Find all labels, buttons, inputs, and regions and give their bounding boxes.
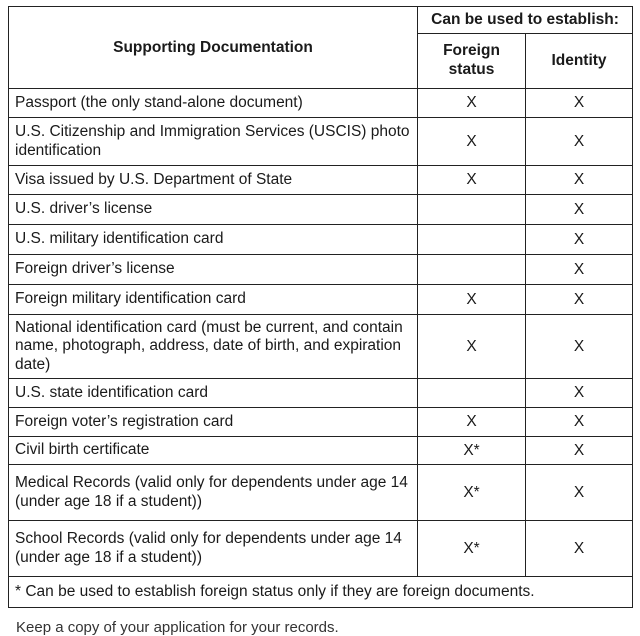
- identity-mark: X: [526, 89, 633, 118]
- foreign-status-mark: X: [418, 315, 526, 379]
- identity-mark: X: [526, 379, 633, 408]
- document-name: School Records (valid only for dependents under age 14 (under age 18 if a student)): [9, 521, 418, 577]
- header-supporting-documentation: Supporting Documentation: [9, 7, 418, 89]
- foreign-status-mark: X*: [418, 521, 526, 577]
- footnote-row: [9, 577, 633, 608]
- foreign-status-mark: X: [418, 408, 526, 437]
- table-row: [9, 315, 633, 379]
- identity-mark: X: [526, 166, 633, 195]
- document-name: Visa issued by U.S. Department of State: [9, 166, 418, 195]
- identity-mark: X: [526, 315, 633, 379]
- foreign-status-mark: X*: [418, 465, 526, 521]
- foreign-status-mark: X: [418, 166, 526, 195]
- foreign-status-mark: [418, 379, 526, 408]
- foreign-status-mark: X: [418, 118, 526, 166]
- table-row: [9, 285, 633, 315]
- table-row: [9, 255, 633, 285]
- foreign-status-mark: X*: [418, 437, 526, 465]
- table-row: [9, 166, 633, 195]
- cut-off-text-line: Keep a copy of your application for your records.: [16, 619, 339, 636]
- document-name: Foreign voter’s registration card: [9, 408, 418, 437]
- document-name: Civil birth certificate: [9, 437, 418, 465]
- table-row: [9, 521, 633, 577]
- supporting-documents-table: [8, 6, 633, 608]
- document-name: Medical Records (valid only for dependents under age 14 (under age 18 if a student)): [9, 465, 418, 521]
- table-row: [9, 225, 633, 255]
- table-row: [9, 195, 633, 225]
- document-name: Foreign military identification card: [9, 285, 418, 315]
- document-name: U.S. driver’s license: [9, 195, 418, 225]
- header-identity: Identity: [526, 34, 633, 89]
- identity-mark: X: [526, 195, 633, 225]
- table-row: [9, 465, 633, 521]
- identity-mark: X: [526, 437, 633, 465]
- identity-mark: X: [526, 255, 633, 285]
- foreign-status-mark: X: [418, 89, 526, 118]
- document-name: National identification card (must be current, and contain name, photograph, address, date of birth, and expiration date): [9, 315, 418, 379]
- foreign-status-mark: [418, 225, 526, 255]
- document-name: Passport (the only stand-alone document): [9, 89, 418, 118]
- document-name: U.S. state identification card: [9, 379, 418, 408]
- table-row: [9, 437, 633, 465]
- identity-mark: X: [526, 285, 633, 315]
- identity-mark: X: [526, 465, 633, 521]
- identity-mark: X: [526, 118, 633, 166]
- document-name: U.S. Citizenship and Immigration Services (USCIS) photo identification: [9, 118, 418, 166]
- footnote: * Can be used to establish foreign status only if they are foreign documents.: [9, 577, 633, 608]
- document-name: U.S. military identification card: [9, 225, 418, 255]
- table-row: [9, 89, 633, 118]
- foreign-status-mark: [418, 255, 526, 285]
- identity-mark: X: [526, 521, 633, 577]
- foreign-status-mark: X: [418, 285, 526, 315]
- identity-mark: X: [526, 408, 633, 437]
- table-row: [9, 408, 633, 437]
- table-row: [9, 379, 633, 408]
- table-row: [9, 118, 633, 166]
- header-can-establish: Can be used to establish:: [418, 7, 633, 34]
- foreign-status-mark: [418, 195, 526, 225]
- document-name: Foreign driver’s license: [9, 255, 418, 285]
- header-foreign-status: Foreign status: [418, 34, 526, 89]
- identity-mark: X: [526, 225, 633, 255]
